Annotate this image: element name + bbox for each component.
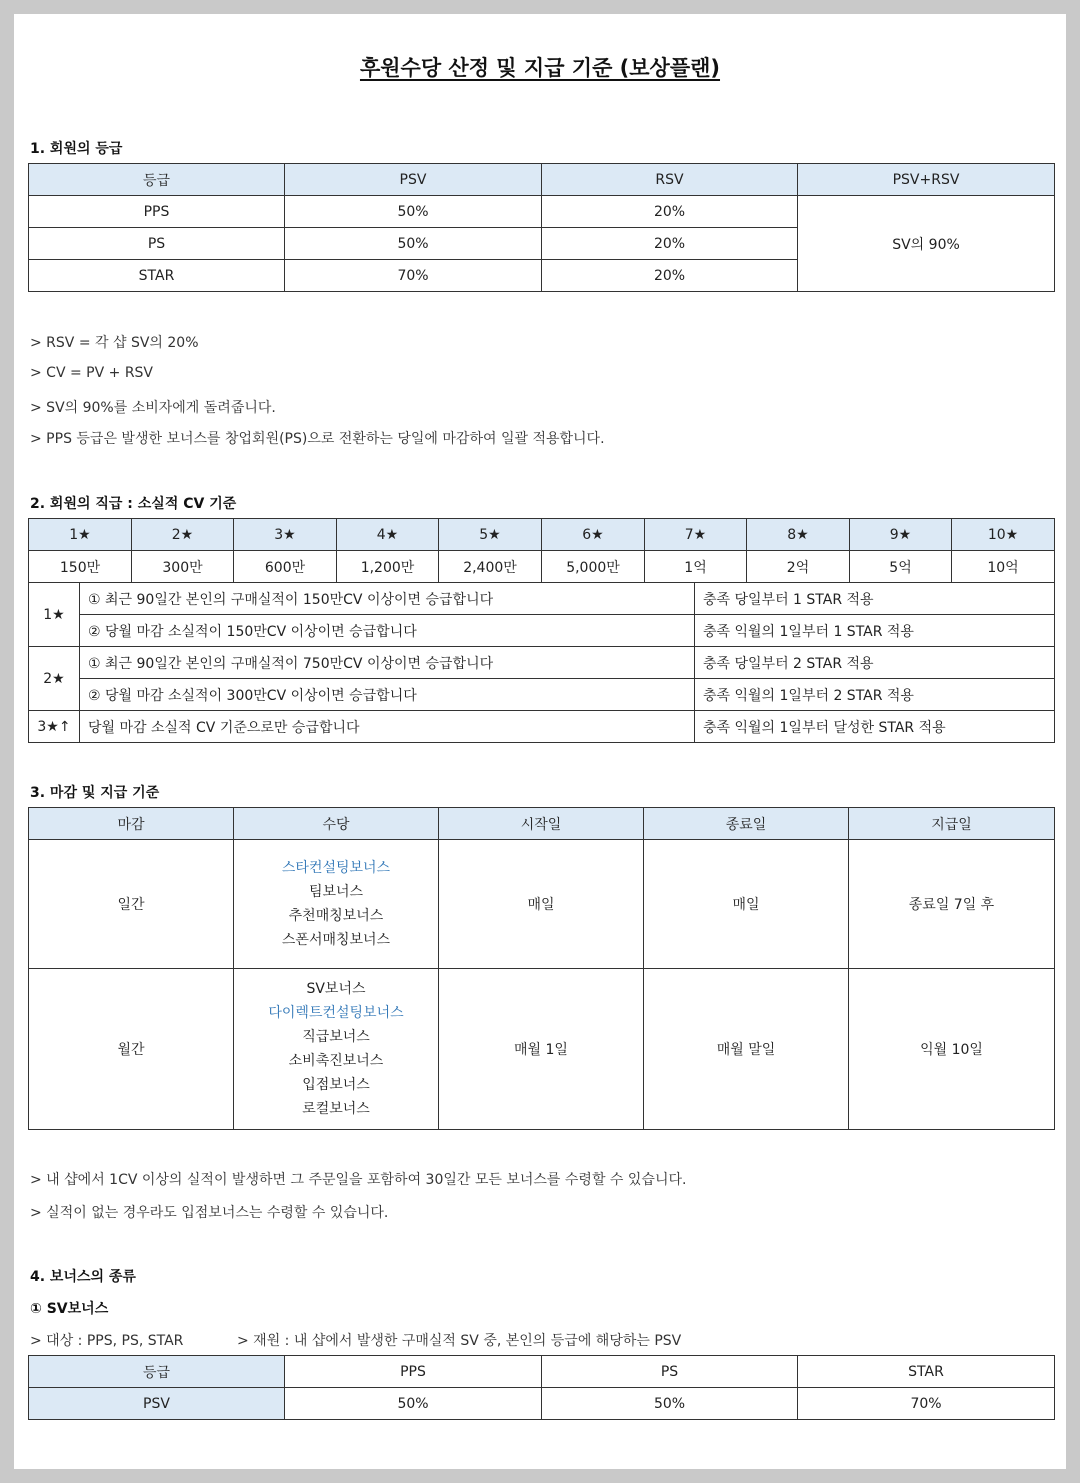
closing-header: 마감	[29, 808, 234, 840]
promo-condition: ② 당월 마감 소실적이 300만CV 이상이면 승급합니다	[80, 679, 695, 711]
allowance-item: SV보너스	[306, 981, 366, 997]
allowance-item: 소비촉진보너스	[288, 1053, 384, 1069]
rank-amount: 10억	[952, 551, 1055, 583]
rank-amount: 600만	[234, 551, 337, 583]
psv-cell: 70%	[285, 260, 542, 292]
table-row	[29, 711, 1055, 743]
table-row	[29, 196, 1055, 228]
promo-condition: ② 당월 마감 소실적이 150만CV 이상이면 승급합니다	[80, 615, 695, 647]
closing-header: 지급일	[849, 808, 1055, 840]
table-row	[29, 583, 1055, 615]
sv-bonus-table	[28, 1355, 1055, 1420]
grade-header-grade: 등급	[29, 164, 285, 196]
sv-bonus-source: > 재원 : 내 샵에서 발생한 구매실적 SV 중, 본인의 등급에 해당하는 PSV	[237, 1333, 682, 1349]
monthly-start: 매월 1일	[439, 969, 644, 1130]
promo-rank-label: 2★	[29, 647, 80, 711]
rsv-cell: 20%	[542, 228, 798, 260]
sv-bonus-target: > 대상 : PPS, PS, STAR	[30, 1333, 184, 1349]
rank-table	[28, 518, 1055, 583]
promo-apply: 충족 익월의 1일부터 달성한 STAR 적용	[695, 711, 1055, 743]
document-page	[14, 14, 1066, 1469]
allowance-item: 팀보너스	[308, 884, 364, 900]
sv-row-label: PSV	[29, 1388, 285, 1420]
sv-cell: 50%	[542, 1388, 798, 1420]
rank-amount: 300만	[132, 551, 234, 583]
rank-amount: 150만	[29, 551, 132, 583]
section-1-title: 1. 회원의 등급	[30, 141, 123, 157]
allowance-item: 추천매칭보너스	[288, 908, 384, 924]
table-row	[29, 679, 1055, 711]
monthly-end: 매월 말일	[644, 969, 849, 1130]
note-rsv: > RSV = 각 샵 SV의 20%	[30, 335, 199, 351]
promo-apply: 충족 익월의 1일부터 1 STAR 적용	[695, 615, 1055, 647]
note-performance: > 내 샵에서 1CV 이상의 실적이 발생하면 그 주문일을 포함하여 30일간 모든 보너스를 수령할 수 있습니다.	[30, 1172, 687, 1188]
grade-table	[28, 163, 1055, 292]
daily-end: 매일	[644, 840, 849, 969]
closing-header: 종료일	[644, 808, 849, 840]
section-3-title: 3. 마감 및 지급 기준	[30, 785, 160, 801]
rsv-cell: 20%	[542, 260, 798, 292]
rank-amount: 5억	[850, 551, 952, 583]
sv-header: PPS	[285, 1356, 542, 1388]
table-row	[29, 647, 1055, 679]
daily-start: 매일	[439, 840, 644, 969]
section-2-title: 2. 회원의 직급 : 소실적 CV 기준	[30, 496, 237, 512]
sv-cell: 70%	[798, 1388, 1055, 1420]
promo-apply: 충족 익월의 1일부터 2 STAR 적용	[695, 679, 1055, 711]
rank-header: 4★	[337, 519, 439, 551]
monthly-label: 월간	[29, 969, 234, 1130]
rsv-cell: 20%	[542, 196, 798, 228]
table-row	[29, 615, 1055, 647]
rank-header: 7★	[645, 519, 747, 551]
psv-cell: 50%	[285, 228, 542, 260]
monthly-pay: 익월 10일	[849, 969, 1055, 1130]
allowance-item: 스타컨설팅보너스	[281, 860, 391, 876]
rank-header: 10★	[952, 519, 1055, 551]
grade-cell: PS	[29, 228, 285, 260]
allowance-item: 스폰서매칭보너스	[281, 932, 391, 948]
note-pps: > PPS 등급은 발생한 보너스를 창업회원(PS)으로 전환하는 당일에 마감하여 일괄 적용합니다.	[30, 431, 605, 447]
closing-header: 수당	[234, 808, 439, 840]
monthly-allowances	[234, 969, 439, 1130]
grade-header-psv: PSV	[285, 164, 542, 196]
note-sv: > SV의 90%를 소비자에게 돌려줍니다.	[30, 400, 276, 416]
rank-header: 9★	[850, 519, 952, 551]
promotion-table	[28, 582, 1055, 743]
grade-cell: STAR	[29, 260, 285, 292]
sv-bonus-title: ① SV보너스	[30, 1301, 109, 1317]
promo-condition: ① 최근 90일간 본인의 구매실적이 150만CV 이상이면 승급합니다	[80, 583, 695, 615]
note-cv: > CV = PV + RSV	[30, 365, 154, 381]
promo-rank-label: 3★↑	[29, 711, 80, 743]
merged-total-cell: SV의 90%	[798, 196, 1055, 292]
promo-apply: 충족 당일부터 1 STAR 적용	[695, 583, 1055, 615]
section-4-title: 4. 보너스의 종류	[30, 1269, 136, 1285]
table-row	[29, 551, 1055, 583]
rank-header: 5★	[439, 519, 542, 551]
closing-table	[28, 807, 1055, 1130]
daily-allowances	[234, 840, 439, 969]
allowance-item: 입점보너스	[302, 1077, 370, 1093]
grade-cell: PPS	[29, 196, 285, 228]
sv-header: 등급	[29, 1356, 285, 1388]
rank-amount: 5,000만	[542, 551, 645, 583]
rank-header: 8★	[747, 519, 850, 551]
allowance-item: 직급보너스	[302, 1029, 370, 1045]
daily-pay: 종료일 7일 후	[849, 840, 1055, 969]
promo-condition: ① 최근 90일간 본인의 구매실적이 750만CV 이상이면 승급합니다	[80, 647, 695, 679]
allowance-item: 다이렉트컨설팅보너스	[268, 1005, 404, 1021]
rank-header: 3★	[234, 519, 337, 551]
table-row	[29, 969, 1055, 1130]
promo-rank-label: 1★	[29, 583, 80, 647]
rank-header: 2★	[132, 519, 234, 551]
allowance-item: 로컬보너스	[302, 1101, 370, 1117]
document-title: 후원수당 산정 및 지급 기준 (보상플랜)	[359, 56, 721, 80]
rank-amount: 1억	[645, 551, 747, 583]
grade-header-total: PSV+RSV	[798, 164, 1055, 196]
closing-header: 시작일	[439, 808, 644, 840]
rank-header: 1★	[29, 519, 132, 551]
promo-apply: 충족 당일부터 2 STAR 적용	[695, 647, 1055, 679]
rank-header: 6★	[542, 519, 645, 551]
rank-amount: 2억	[747, 551, 850, 583]
table-row	[29, 840, 1055, 969]
sv-header: PS	[542, 1356, 798, 1388]
grade-header-rsv: RSV	[542, 164, 798, 196]
psv-cell: 50%	[285, 196, 542, 228]
daily-label: 일간	[29, 840, 234, 969]
rank-amount: 1,200만	[337, 551, 439, 583]
table-row	[29, 1388, 1055, 1420]
sv-cell: 50%	[285, 1388, 542, 1420]
promo-condition: 당월 마감 소실적 CV 기준으로만 승급합니다	[80, 711, 695, 743]
note-entry-bonus: > 실적이 없는 경우라도 입점보너스는 수령할 수 있습니다.	[30, 1205, 389, 1221]
sv-header: STAR	[798, 1356, 1055, 1388]
rank-amount: 2,400만	[439, 551, 542, 583]
